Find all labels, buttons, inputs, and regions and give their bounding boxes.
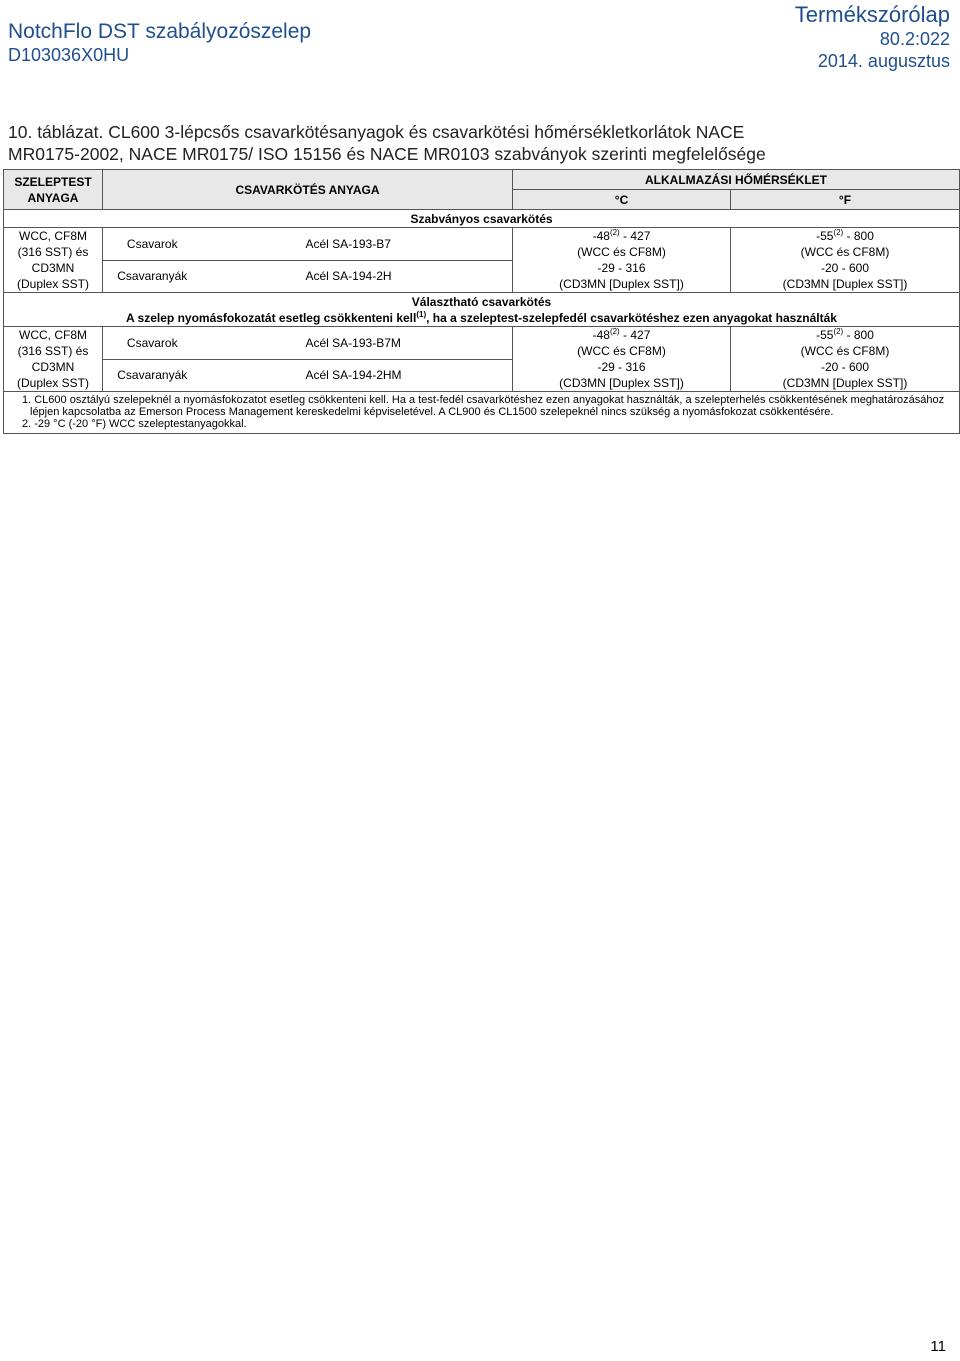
footnote-2: 2. -29 °C (-20 °F) WCC szeleptestanyagokkal. <box>22 418 247 430</box>
optional-valve-material: WCC, CF8M (316 SST) és CD3MN (Duplex SST) <box>4 327 103 392</box>
standard-fahrenheit-range: -55$^{(2)}$ - 800 (WCC és CF8M) -20 - 600 (CD3MN [Duplex SST]) <box>731 228 960 293</box>
optional-fahrenheit-range: -55$^{(2)}$ - 800 (WCC és CF8M) -20 - 600 (CD3MN [Duplex SST]) <box>731 327 960 392</box>
standard-bolts-label: Csavarok <box>103 228 202 261</box>
caption-line-2: MR0175-2002, NACE MR0175/ ISO 15156 és NACE MR0103 szabványok szerinti megfelelősége <box>8 144 766 164</box>
optional-nuts-material: Acél SA-194-2HM <box>202 359 513 392</box>
page-number: 11 <box>930 1338 946 1355</box>
document-header-right <box>795 2 950 72</box>
header-fahrenheit: °F <box>731 190 960 210</box>
optional-bolts-material: Acél SA-193-B7M <box>202 327 513 360</box>
document-date: 2014. augusztus <box>817 51 950 71</box>
standard-celsius-range: -48$^{(2)}$ - 427 (WCC és CF8M) -29 - 316 (CD3MN [Duplex SST]) <box>513 228 731 293</box>
header-valve-material: SZELEPTEST ANYAGA <box>4 170 103 210</box>
caption-line-1: 10. táblázat. CL600 3-lépcsős csavarkötésanyagok és csavarkötési hőmérsékletkorlátok NACE <box>8 122 745 142</box>
document-number: 80.2:022 <box>879 29 950 49</box>
standard-bolts-material: Acél SA-193-B7 <box>202 228 513 261</box>
standard-nuts-label: Csavaranyák <box>103 260 202 293</box>
standard-bolting-heading: Szabványos csavarkötés <box>4 210 960 228</box>
header-temperature: ALKALMAZÁSI HŐMÉRSÉKLET <box>513 170 960 190</box>
document-type: Termékszórólap <box>794 2 950 27</box>
table-footnotes <box>4 392 960 434</box>
optional-bolting-heading: Választható csavarkötés A szelep nyomásfokozatát esetleg csökkenteni kell$^{(1)}$, ha a szeleptest-szelepfedél csavarkötéshez ezen anyagokat használták <box>4 293 960 327</box>
header-bolting-material: CSAVARKÖTÉS ANYAGA <box>103 170 513 210</box>
optional-bolts-label: Csavarok <box>103 327 202 360</box>
product-title: NotchFlo DST szabályozószelep <box>8 20 312 43</box>
standard-nuts-material: Acél SA-194-2H <box>202 260 513 293</box>
document-header-left <box>8 20 311 66</box>
optional-nuts-label: Csavaranyák <box>103 359 202 392</box>
standard-valve-material: WCC, CF8M (316 SST) és CD3MN (Duplex SST) <box>4 228 103 293</box>
bolting-table <box>3 169 960 434</box>
header-celsius: °C <box>513 190 731 210</box>
footnote-1: 1. CL600 osztályú szelepeknél a nyomásfokozatot esetleg csökkenteni kell. Ha a test-fedél csavarkötéshez ezen anyagokat használták, a szelepterhelés csökkentésének meghatározásához lépjen kapcsolatba az Emerson Process Management kereskedelmi képviseletével. A CL900 és CL1500 szelepeknél nincs szükség a nyomásfokozat csökkentésére. <box>22 394 945 418</box>
optional-celsius-range: -48$^{(2)}$ - 427 (WCC és CF8M) -29 - 316 (CD3MN [Duplex SST]) <box>513 327 731 392</box>
table-caption <box>8 121 953 165</box>
optional-bolting-note: A szelep nyomásfokozatát esetleg csökkenteni kell$^{(1)}$, ha a szeleptest-szelepfedél csavarkötéshez ezen anyagokat használták <box>126 309 837 325</box>
document-code: D103036X0HU <box>8 45 130 65</box>
